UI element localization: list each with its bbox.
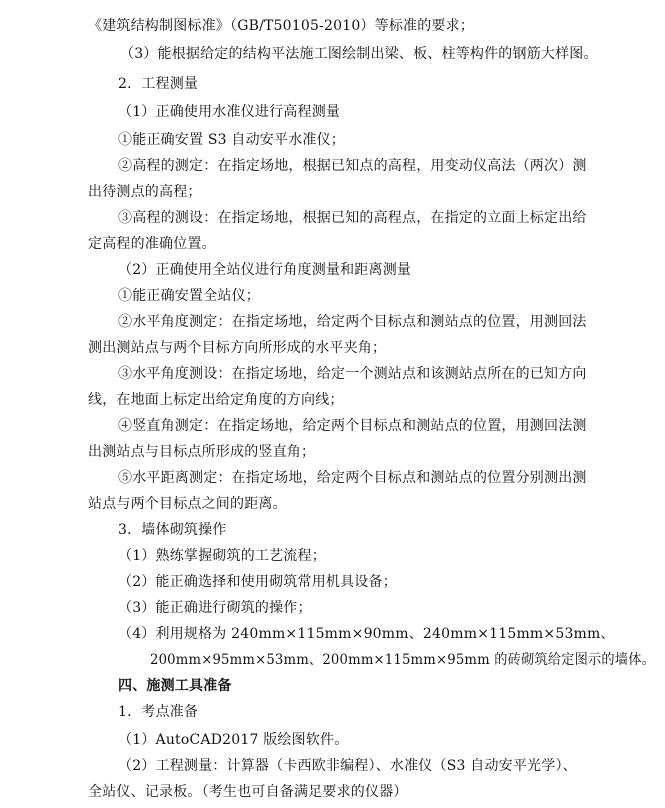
list-item: ⑤水平距离测定：在指定场地，给定两个目标点和测站点的位置分别测出测 [118,470,587,486]
list-item-continuation: 200mm×95mm×53mm、200mm×115mm×95mm 的砖砌筑给定图示的墙体。 [150,652,655,668]
list-item: （3）能正确进行砌筑的操作； [118,600,312,616]
list-item: ③高程的测设：在指定场地，根据已知的高程点，在指定的立面上标定出给 [118,210,587,226]
list-item: （4）利用规格为 240mm×115mm×90mm、240mm×115mm×53mm、 [118,626,615,642]
list-item-continuation: 全站仪、记录板。（考生也可自备满足要求的仪器） [88,784,408,800]
list-item: （1）熟练掌握砌筑的工艺流程； [118,548,326,564]
subsection-heading: （2）正确使用全站仪进行角度测量和距离测量 [118,262,412,278]
list-item-continuation: 定高程的准确位置。 [88,236,216,252]
list-item-continuation: 测出测站点与两个目标方向所形成的水平夹角； [88,340,387,356]
list-item: （1）AutoCAD2017 版绘图软件。 [118,732,349,748]
list-item: ①能正确安置 S3 自动安平水准仪； [118,132,345,148]
list-item: ②水平角度测定：在指定场地，给定两个目标点和测站点的位置，用测回法 [118,314,587,330]
list-item-continuation: 出待测点的高程； [88,184,202,200]
list-item: ①能正确安置全站仪； [118,288,260,304]
list-item: ②高程的测定：在指定场地，根据已知点的高程，用变动仪高法（两次）测 [118,158,587,174]
chapter-heading: 四、施测工具准备 [118,678,232,694]
section-heading: 3．墙体砌筑操作 [118,522,227,538]
list-item-continuation: 站点与两个目标点之间的距离。 [88,496,287,512]
list-item-continuation: 线，在地面上标定出给定角度的方向线； [88,392,344,408]
list-item: （2）工程测量：计算器（卡西欧非编程）、水准仪（S3 自动安平光学）、 [118,758,577,774]
text-line: 《建筑结构制图标准》（GB/T50105-2010）等标准的要求； [88,18,475,34]
list-item: ④竖直角测定：在指定场地，给定两个目标点和测站点的位置，用测回法测 [118,418,587,434]
text-line: （3）能根据给定的结构平法施工图绘制出梁、板、柱等构件的钢筋大样图。 [120,46,598,62]
list-item: （2）能正确选择和使用砌筑常用机具设备； [118,574,397,590]
subsection-heading: （1）正确使用水准仪进行高程测量 [118,104,341,120]
section-heading: 2．工程测量 [118,76,199,92]
list-item: ③水平角度测设：在指定场地，给定一个测站点和该测站点所在的已知方向 [118,366,587,382]
list-item-continuation: 出测站点与目标点所形成的竖直角； [88,444,316,460]
section-heading: 1．考点准备 [118,704,199,720]
